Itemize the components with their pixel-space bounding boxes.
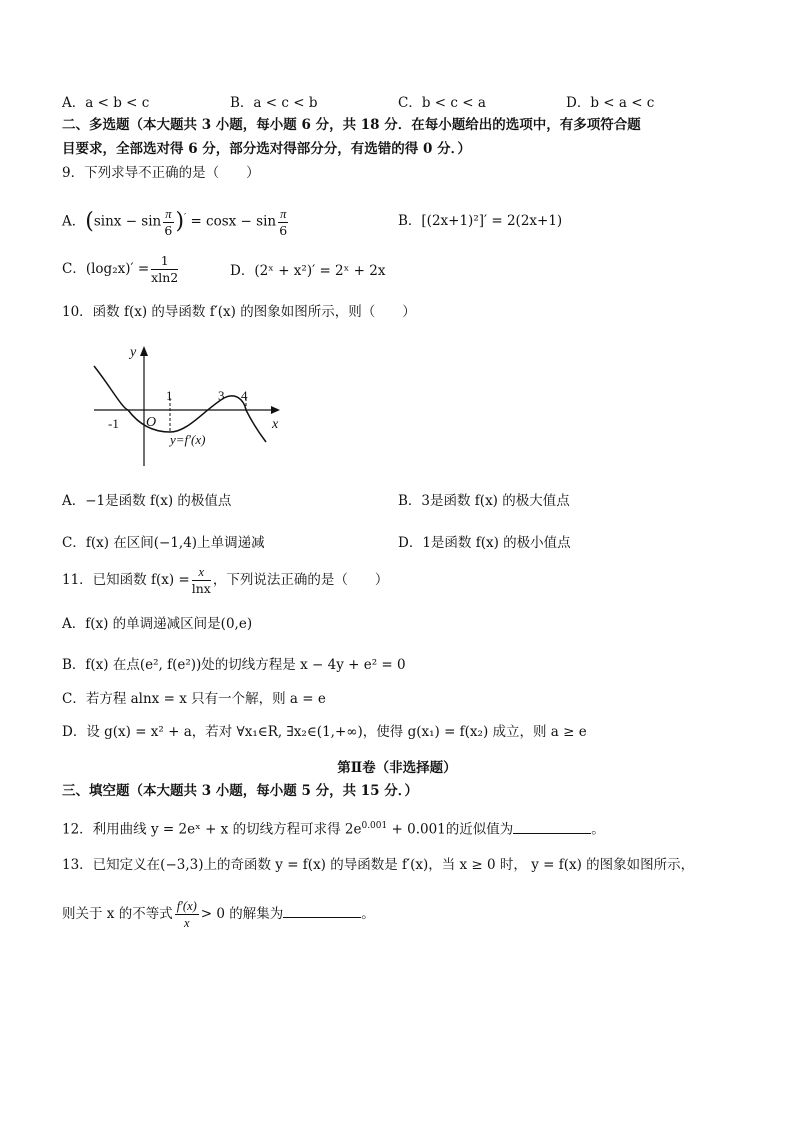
q9-option-c [62,253,180,286]
q13-line2 [62,896,375,932]
q9-a-six1: 6 [164,222,173,238]
x-axis-label: x [272,417,279,432]
q13-num: f′(x) [176,899,197,913]
q9-a-pi2: π [280,206,287,221]
q13-line2-pre: 则关于 x 的不等式 [62,906,173,922]
q9-option-b: B．[(2x+1)²]′ = 2(2x+1) [398,213,563,229]
q11-num: x [192,564,211,581]
section2-heading-line2: 目要求，全部选对得 6 分，部分选对得部分分，有选错的得 0 分．） [62,141,471,157]
q10-stem: 10．函数 f(x) 的导函数 f′(x) 的图象如图所示，则（ ） [62,304,416,320]
q9-option-c-label: C． [62,261,86,277]
x-axis-arrow [271,406,280,414]
q11-option-c: C．若方程 alnx = x 只有一个解，则 a = e [62,691,326,707]
q12 [62,816,605,840]
y-axis-arrow [140,346,148,356]
derivative-curve [94,366,266,442]
q12-pre: 12．利用曲线 y = 2eˣ + x 的切线方程可求得 2e [62,821,362,838]
q13-den: x [183,916,190,930]
q8-option-a: A．a < b < c [62,95,150,111]
q9-option-a-label: A． [62,213,86,230]
q10-option-c: C．f(x) 在区间(−1,4)上单调递减 [62,535,265,551]
section2-heading-line1: 二、多选题（本大题共 3 小题，每小题 6 分，共 18 分．在每小题给出的选项中，有多项符合题 [62,117,641,133]
q8-option-d: D．b < a < c [566,95,655,111]
q12-end: 。 [591,821,605,838]
q12-post: + 0.001的近似值为 [387,821,514,838]
q11-stem-post: ，下列说法正确的是（ ） [212,572,389,588]
part2-title: 第Ⅱ卷（非选择题） [337,760,457,776]
q13-end: 。 [361,906,375,922]
q10-option-a: A．−1是函数 f(x) 的极值点 [62,493,232,509]
q11-option-d: D．设 g(x) = x² + a，若对 ∀x₁∈R, ∃x₂∈(1,+∞)，使得 g(x₁) = f(x₂) 成立，则 a ≥ e [62,724,587,740]
q9-option-d: D．(2ˣ + x²)′ = 2ˣ + 2x [230,263,386,279]
q11-stem [62,564,388,597]
tick-label-minus1: -1 [108,416,119,431]
q9-a-sinx: sinx − sin [93,213,162,230]
q9-a-six2: 6 [279,222,288,238]
q11-option-b: B．f(x) 在点(e², f(e²))处的切线方程是 x − 4y + e² = 0 [62,657,406,673]
q11-stem-pre: 11．已知函数 f(x) = [62,572,190,588]
q12-answer-blank [513,821,591,834]
q10-option-d: D．1是函数 f(x) 的极小值点 [398,535,571,551]
origin-label: O [146,415,157,430]
q9-c-num: 1 [151,253,178,270]
q9-c-lhs: (log₂x)′ = [85,261,150,277]
q9-a-rhs: = cosx − sin [190,213,277,230]
y-axis-label: y [130,345,137,360]
curve-label: y=f′(x) [170,432,206,447]
q13-line1: 13．已知定义在(−3,3)上的奇函数 y = f(x) 的导函数是 f′(x)，当 x ≥ 0 时， y = f(x) 的图象如图所示， [62,857,695,873]
q10-derivative-graph [88,338,288,470]
q9-option-a: A．(sinx − sin $\frac{\pi}{6}$ )′ = cosx − sin $\frac{\pi}{6}$ [62,206,288,238]
tick-label-3: 3 [218,388,225,403]
q9-stem: 9．下列求导不正确的是（ ） [62,165,260,181]
q11-den: lnx [191,581,211,596]
q10-option-b: B．3是函数 f(x) 的极大值点 [398,493,570,509]
q13-line2-mid: > 0 的解集为 [200,906,284,922]
q9-a-pi1: π [165,206,172,221]
q11-option-a: A．f(x) 的单调递减区间是(0,e) [62,616,253,632]
q8-option-b: B．a < c < b [230,95,318,111]
tick-label-4: 4 [241,388,248,403]
q13-answer-blank [283,905,361,918]
q12-exp: 0.001 [361,821,388,831]
tick-label-1: 1 [166,388,173,403]
section3-heading: 三、填空题（本大题共 3 小题，每小题 5 分，共 15 分．） [62,783,419,799]
q8-option-c: C．b < c < a [398,95,486,111]
q9-c-den: xln2 [151,270,179,285]
